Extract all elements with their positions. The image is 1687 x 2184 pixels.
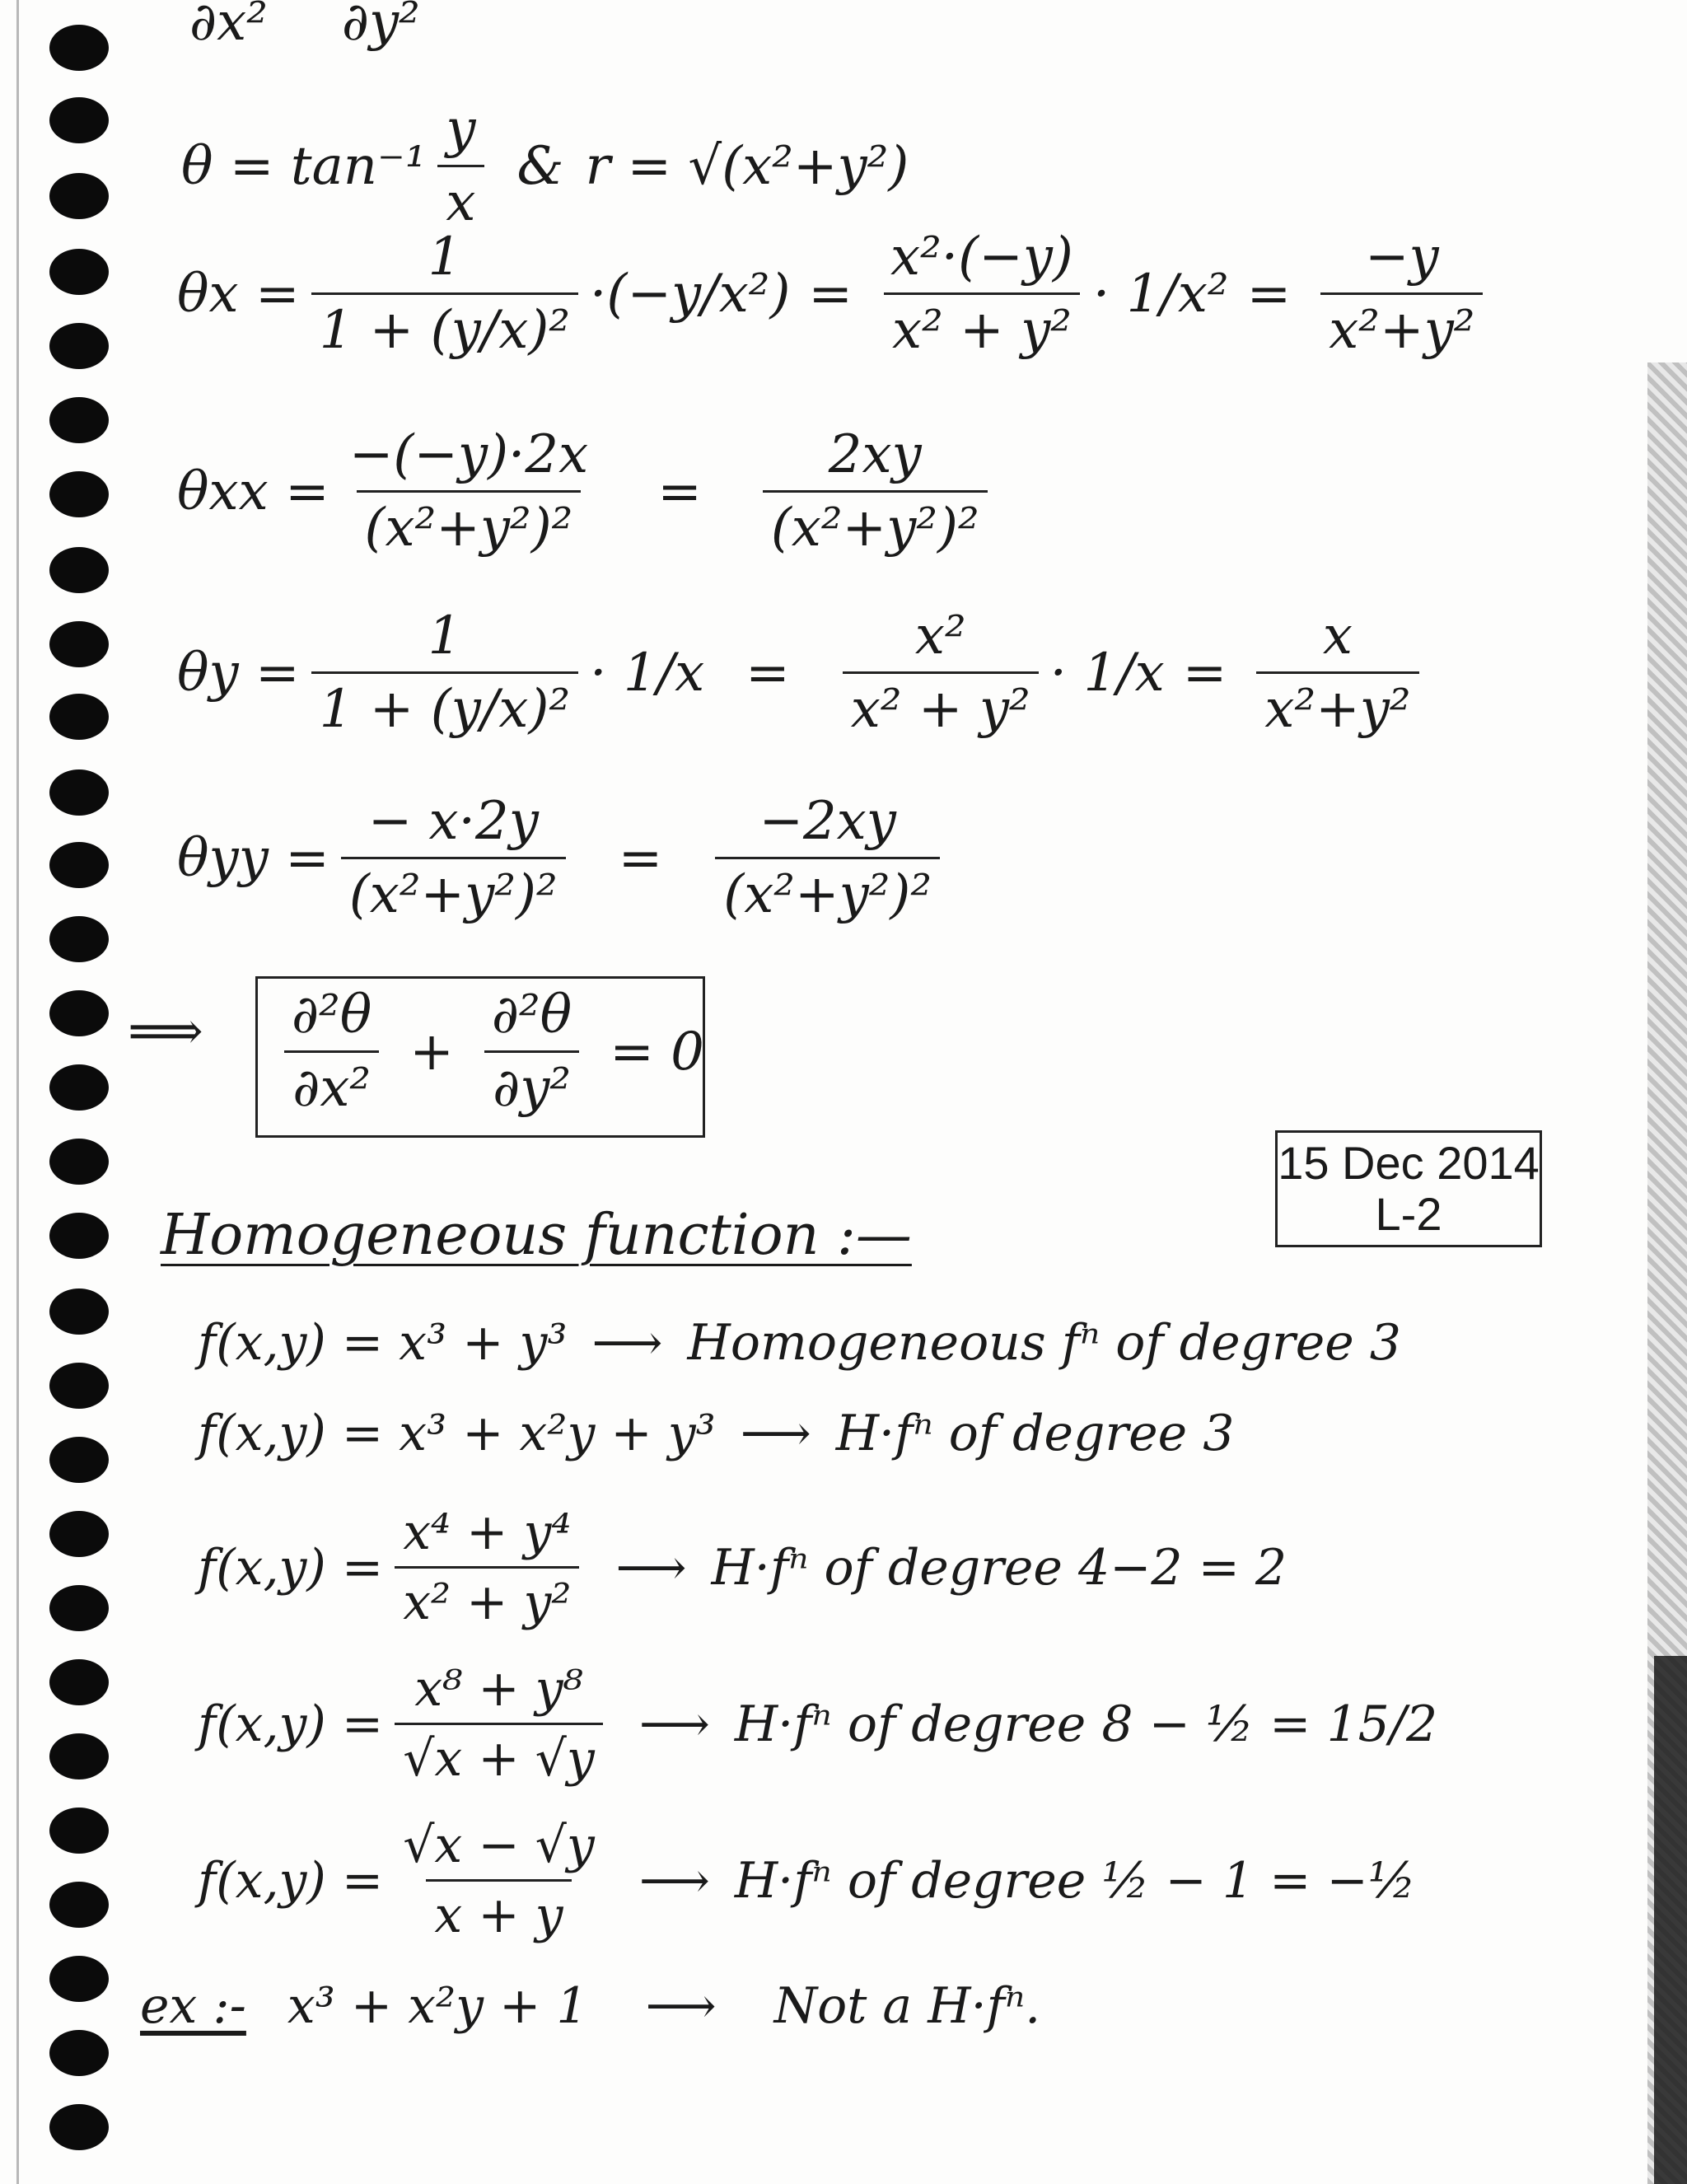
ex-label: ex :- bbox=[140, 1977, 246, 2035]
theta-yy-lhs: θyy = bbox=[177, 827, 329, 889]
punch-hole bbox=[49, 1882, 109, 1928]
example-5 bbox=[198, 1817, 1416, 1944]
r-definition: r = √(x²+y²) bbox=[585, 135, 909, 197]
top-partial-line bbox=[189, 0, 420, 53]
fraction-numerator: √x − √y bbox=[403, 1817, 595, 1874]
punch-hole bbox=[49, 471, 109, 517]
fraction-denominator: x²+y² bbox=[1320, 292, 1483, 361]
fraction-denominator: x² + y² bbox=[884, 292, 1080, 361]
punch-hole bbox=[49, 1511, 109, 1557]
partial-y: ∂y² bbox=[341, 0, 420, 53]
punch-hole bbox=[49, 1437, 109, 1483]
theta-x-fraction-1 bbox=[311, 227, 578, 361]
fraction-denominator: (x²+y²)² bbox=[341, 857, 566, 925]
punch-hole bbox=[49, 769, 109, 816]
punch-hole bbox=[49, 621, 109, 667]
fraction-numerator: ∂²θ bbox=[292, 984, 372, 1045]
arrow-glyph: ⟶ bbox=[645, 1977, 717, 2035]
theta-yy-fraction-1 bbox=[341, 791, 566, 925]
theta-y-equation bbox=[177, 606, 1431, 740]
fraction-numerator: x² bbox=[914, 606, 966, 666]
punch-hole bbox=[49, 1213, 109, 1259]
equals-sign: = bbox=[1246, 263, 1292, 325]
punch-hole bbox=[49, 1139, 109, 1185]
fraction-numerator: 1 bbox=[428, 227, 462, 288]
example-description: H·fⁿ of degree ½ − 1 = −½ bbox=[734, 1851, 1416, 1910]
partial-x: ∂x² bbox=[189, 0, 268, 53]
punch-hole bbox=[49, 547, 109, 593]
fraction-numerator: ∂²θ bbox=[491, 984, 572, 1045]
equals-sign: = bbox=[657, 461, 702, 522]
punch-hole bbox=[49, 990, 109, 1036]
section-heading: Homogeneous function :— bbox=[161, 1203, 912, 1268]
theta-y-fraction-3 bbox=[1256, 606, 1418, 740]
fraction-denominator: (x²+y²)² bbox=[357, 490, 582, 559]
arrow-glyph: ⟶ bbox=[615, 1538, 687, 1597]
punch-hole bbox=[49, 173, 109, 219]
theta-tan: θ = tan⁻¹ bbox=[181, 135, 427, 197]
fraction-denominator: x² + y² bbox=[395, 1566, 579, 1631]
example-expression: f(x,y) = bbox=[198, 1851, 384, 1910]
punch-hole bbox=[49, 1808, 109, 1854]
arrow-glyph: ⟶ bbox=[740, 1405, 811, 1462]
theta-x-factor: ·(−y/x²) bbox=[590, 263, 791, 325]
equals-zero: = 0 bbox=[610, 1021, 704, 1083]
fraction-numerator: y bbox=[446, 99, 476, 160]
margin-line bbox=[16, 0, 19, 2184]
theta-xx-fraction-2 bbox=[763, 424, 988, 559]
date-box bbox=[1275, 1130, 1542, 1247]
example-1 bbox=[198, 1314, 1401, 1372]
and-symbol: & bbox=[516, 135, 564, 197]
equals-sign: = bbox=[808, 263, 853, 325]
punch-holes bbox=[49, 25, 124, 2167]
lecture-label: L-2 bbox=[1375, 1188, 1442, 1240]
equals-sign: = bbox=[745, 642, 790, 704]
example-expression: f(x,y) = x³ + x²y + y³ bbox=[198, 1405, 716, 1462]
fraction-numerator: −y bbox=[1364, 227, 1439, 288]
punch-hole bbox=[49, 916, 109, 962]
theta-y-factor-2: · 1/x bbox=[1049, 642, 1165, 704]
fraction-numerator: x²·(−y) bbox=[890, 227, 1073, 288]
punch-hole bbox=[49, 1064, 109, 1111]
fraction-denominator: x + y bbox=[426, 1879, 571, 1944]
theta-x-equation bbox=[177, 227, 1494, 361]
theta-x-fraction-3 bbox=[1320, 227, 1483, 361]
plus-sign: + bbox=[409, 1021, 454, 1083]
punch-hole bbox=[49, 397, 109, 443]
example-expression: f(x,y) = bbox=[198, 1695, 384, 1753]
fraction-numerator: 1 bbox=[428, 606, 462, 666]
counter-example bbox=[140, 1977, 1040, 2035]
example-expression: x³ + x²y + 1 bbox=[287, 1977, 588, 2035]
theta-xx-lhs: θxx = bbox=[177, 461, 329, 522]
implies-arrow bbox=[128, 1001, 203, 1062]
equals-sign: = bbox=[618, 827, 663, 889]
fraction-numerator: − x·2y bbox=[367, 791, 539, 852]
fraction-denominator: x²+y² bbox=[1256, 671, 1418, 740]
y-over-x-fraction bbox=[437, 99, 484, 233]
date-text: 15 Dec 2014 bbox=[1278, 1137, 1540, 1189]
theta-y-lhs: θy = bbox=[177, 642, 300, 704]
example-description: H·fⁿ of degree 3 bbox=[835, 1405, 1235, 1462]
example-4 bbox=[198, 1660, 1437, 1788]
fraction-denominator: ∂x² bbox=[284, 1050, 379, 1119]
punch-hole bbox=[49, 249, 109, 295]
arrow-glyph: ⟹ bbox=[128, 1001, 203, 1062]
punch-hole bbox=[49, 97, 109, 143]
fraction-denominator: √x + √y bbox=[395, 1723, 603, 1788]
punch-hole bbox=[49, 2104, 109, 2150]
example-expression: f(x,y) = x³ + y³ bbox=[198, 1314, 568, 1372]
punch-hole bbox=[49, 1585, 109, 1631]
fraction-numerator: −(−y)·2x bbox=[348, 424, 589, 485]
example-expression: f(x,y) = bbox=[198, 1538, 384, 1597]
theta-yy-equation bbox=[177, 791, 951, 925]
theta-xx-fraction-1 bbox=[341, 424, 597, 559]
fraction-numerator: 2xy bbox=[828, 424, 922, 485]
punch-hole bbox=[49, 1956, 109, 2002]
fraction-denominator: 1 + (y/x)² bbox=[311, 671, 578, 740]
example-fraction bbox=[395, 1817, 603, 1944]
example-fraction bbox=[395, 1504, 579, 1631]
theta-x-fraction-2 bbox=[882, 227, 1082, 361]
fraction-numerator: −2xy bbox=[759, 791, 896, 852]
laplace-result bbox=[272, 984, 722, 1119]
theta-definition bbox=[181, 99, 909, 233]
fraction-numerator: x⁴ + y⁴ bbox=[403, 1504, 572, 1561]
d2theta-dy2 bbox=[484, 984, 580, 1119]
punch-hole bbox=[49, 1659, 109, 1705]
theta-y-fraction-2 bbox=[843, 606, 1039, 740]
fraction-denominator: 1 + (y/x)² bbox=[311, 292, 578, 361]
arrow-glyph: ⟶ bbox=[591, 1314, 663, 1372]
example-description: H·fⁿ of degree 4−2 = 2 bbox=[711, 1538, 1287, 1597]
fraction-numerator: x bbox=[1322, 606, 1353, 666]
example-fraction bbox=[395, 1660, 603, 1788]
fraction-denominator: ∂y² bbox=[484, 1050, 579, 1119]
theta-y-factor: · 1/x bbox=[590, 642, 705, 704]
theta-x-factor-2: · 1/x² bbox=[1092, 263, 1229, 325]
theta-yy-fraction-2 bbox=[715, 791, 940, 925]
fraction-denominator: (x²+y²)² bbox=[763, 490, 988, 559]
equals-sign: = bbox=[1182, 642, 1227, 704]
punch-hole bbox=[49, 1288, 109, 1335]
fraction-denominator: x² + y² bbox=[843, 671, 1039, 740]
example-description: H·fⁿ of degree 8 − ½ = 15/2 bbox=[734, 1695, 1438, 1753]
example-3 bbox=[198, 1504, 1287, 1631]
scan-edge-shadow bbox=[1654, 1656, 1687, 2184]
d2theta-dx2 bbox=[283, 984, 380, 1119]
fraction-denominator: x bbox=[437, 165, 484, 233]
punch-hole bbox=[49, 842, 109, 888]
example-description: Homogeneous fⁿ of degree 3 bbox=[687, 1314, 1401, 1372]
theta-y-fraction-1 bbox=[311, 606, 578, 740]
fraction-denominator: (x²+y²)² bbox=[715, 857, 940, 925]
punch-hole bbox=[49, 323, 109, 369]
example-2 bbox=[198, 1405, 1234, 1462]
punch-hole bbox=[49, 694, 109, 740]
punch-hole bbox=[49, 1363, 109, 1409]
punch-hole bbox=[49, 2030, 109, 2076]
fraction-numerator: x⁸ + y⁸ bbox=[414, 1660, 583, 1718]
theta-x-lhs: θx = bbox=[177, 263, 300, 325]
arrow-glyph: ⟶ bbox=[638, 1851, 710, 1910]
arrow-glyph: ⟶ bbox=[638, 1695, 710, 1753]
punch-hole bbox=[49, 1733, 109, 1779]
punch-hole bbox=[49, 25, 109, 71]
example-description: Not a H·fⁿ. bbox=[773, 1977, 1041, 2035]
theta-xx-equation bbox=[177, 424, 999, 559]
